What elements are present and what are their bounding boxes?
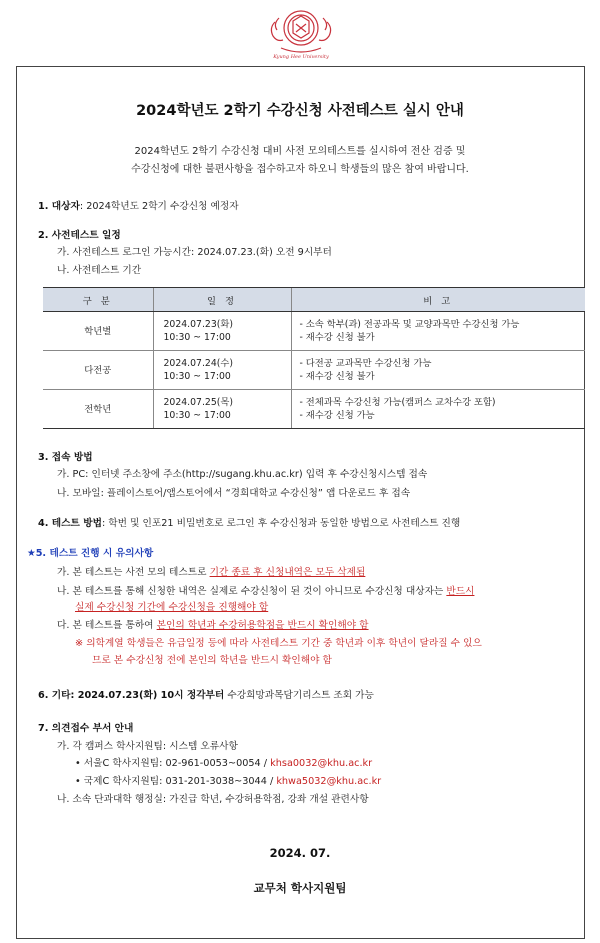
table-row [43,351,585,390]
section-4-text: : 학번 및 인포21 비밀번호로 로그인 후 수강신청과 동일한 방법으로 사전테스트 진행 [101,518,461,529]
row-note: - 다전공 교과목만 수강신청 가능 [299,358,432,369]
schedule-table [43,287,585,429]
row-note: - 재수강 신청 가능 [299,410,375,421]
emblem-caption: Kyung Hee University [273,54,329,60]
row-schedule [153,312,291,351]
row-schedule [153,351,291,390]
section-1-text: : 2024학년도 2학기 수강신청 예정자 [79,201,239,212]
table-header-row [43,288,585,312]
row-remarks [291,312,585,351]
contact-seoul-email-link[interactable]: khsa0032@khu.ac.kr [270,758,373,769]
section-6-label: 6. 기타: 2024.07.23(화) 10시 정각부터 [38,690,225,701]
section-5-item-b-text: 나. 본 테스트를 통해 신청한 내역은 실제로 수강신청이 된 것이 아니므로 수강신청 대상자는 [57,586,447,597]
contact-global-text: • 국제C 학사지원팀: 031-201-3038~3044 / [75,776,277,787]
contact-seoul-text: • 서울C 학사지원팀: 02-961-0053~0054 / [75,758,271,769]
section-6 [38,689,374,703]
contact-global [75,775,381,789]
header-category: 구 분 [43,288,153,312]
row-schedule [153,390,291,429]
section-1-label: 1. 대상자 [38,201,80,212]
star-icon: ★ [27,548,36,559]
section-5-heading [27,547,153,561]
header-remarks: 비 고 [291,288,585,312]
section-5-item-a [57,566,365,580]
table-row [43,312,585,351]
section-4 [38,517,460,531]
section-4-label: 4. 테스트 방법 [38,518,102,529]
section-7-item-b: 나. 소속 단과대학 행정실: 가진급 학년, 수강허용학점, 강좌 개설 관련사항 [57,794,369,805]
section-7-label: 7. 의견접수 부서 안내 [38,723,134,734]
row-category: 학년별 [43,312,153,351]
row-category: 전학년 [43,390,153,429]
row-category: 다전공 [43,351,153,390]
row-time: 10:30 ~ 17:00 [163,332,231,343]
contact-seoul [75,757,372,771]
section-2-item-b: 나. 사전테스트 기간 [57,265,142,276]
section-3-item-b: 나. 모바일: 플레이스토어/앱스토어에서 “경희대학교 수강신청” 앱 다운로드 후 접속 [57,488,411,499]
section-5-note-line-2: 므로 본 수강신청 전에 본인의 학년을 반드시 확인해야 함 [92,655,332,666]
page-title: 2024학년도 2학기 수강신청 사전테스트 실시 안내 [136,103,464,119]
university-emblem-logo [265,4,337,62]
row-remarks [291,390,585,429]
section-5-item-c-warning: 본인의 학년과 수강허용학점을 반드시 확인해야 함 [156,620,369,631]
row-date: 2024.07.25(목) [163,397,233,408]
row-remarks [291,351,585,390]
row-time: 10:30 ~ 17:00 [163,410,231,421]
row-note: - 전체과목 수강신청 가능(캠퍼스 교차수강 포함) [299,397,496,408]
intro-line-1: 2024학년도 2학기 수강신청 대비 사전 모의테스트를 실시하여 전산 검증 및 [134,146,466,157]
section-6-text: 수강희망과목담기리스트 조회 가능 [224,690,374,701]
row-date: 2024.07.24(수) [163,358,233,369]
section-5-item-a-warning: 기간 종료 후 신청내역은 모두 삭제됨 [209,567,366,578]
row-date: 2024.07.23(화) [163,319,233,330]
section-5-item-c [57,619,369,633]
header-schedule: 일 정 [153,288,291,312]
table-row [43,390,585,429]
section-3-label: 3. 접속 방법 [38,452,93,463]
section-5-item-b-warning-2: 실제 수강신청 기간에 수강신청을 진행해야 함 [75,602,269,613]
section-5-item-a-text: 가. 본 테스트는 사전 모의 테스트로 [57,567,210,578]
section-7-item-a: 가. 각 캠퍼스 학사지원팀: 시스템 오류사항 [57,741,238,752]
section-3-item-a: 가. PC: 인터넷 주소창에 주소(http://sugang.khu.ac.kr) 입력 후 수강신청시스템 접속 [57,469,428,480]
footer-date: 2024. 07. [269,846,331,860]
row-note: - 재수강 신청 불가 [299,371,375,382]
row-time: 10:30 ~ 17:00 [163,371,231,382]
section-5-item-c-text: 다. 본 테스트를 통하여 [57,620,157,631]
section-1 [38,200,239,214]
footer-office: 교무처 학사지원팀 [253,881,347,895]
section-5-item-b-warning-1: 반드시 [446,586,475,597]
section-5-label: 5. 테스트 진행 시 유의사항 [35,548,154,559]
intro-line-2: 수강신청에 대한 불편사항을 접수하고자 하오니 학생들의 많은 참여 바랍니다. [131,164,469,175]
section-5-item-b-continued [75,601,268,615]
section-5-item-b [57,585,474,599]
row-note: - 재수강 신청 불가 [299,332,375,343]
section-2-item-a: 가. 사전테스트 로그인 가능시간: 2024.07.23.(화) 오전 9시부터 [57,247,332,258]
document-frame [16,66,585,939]
row-note: - 소속 학부(과) 전공과목 및 교양과목만 수강신청 가능 [299,319,520,330]
contact-global-email-link[interactable]: khwa5032@khu.ac.kr [276,776,382,787]
section-2-label: 2. 사전테스트 일정 [38,230,121,241]
section-5-note-line-1: ※ 의학계열 학생들은 유급일정 등에 따라 사전테스트 기간 중 학년과 이후 학년이 달라질 수 있으 [75,638,482,649]
